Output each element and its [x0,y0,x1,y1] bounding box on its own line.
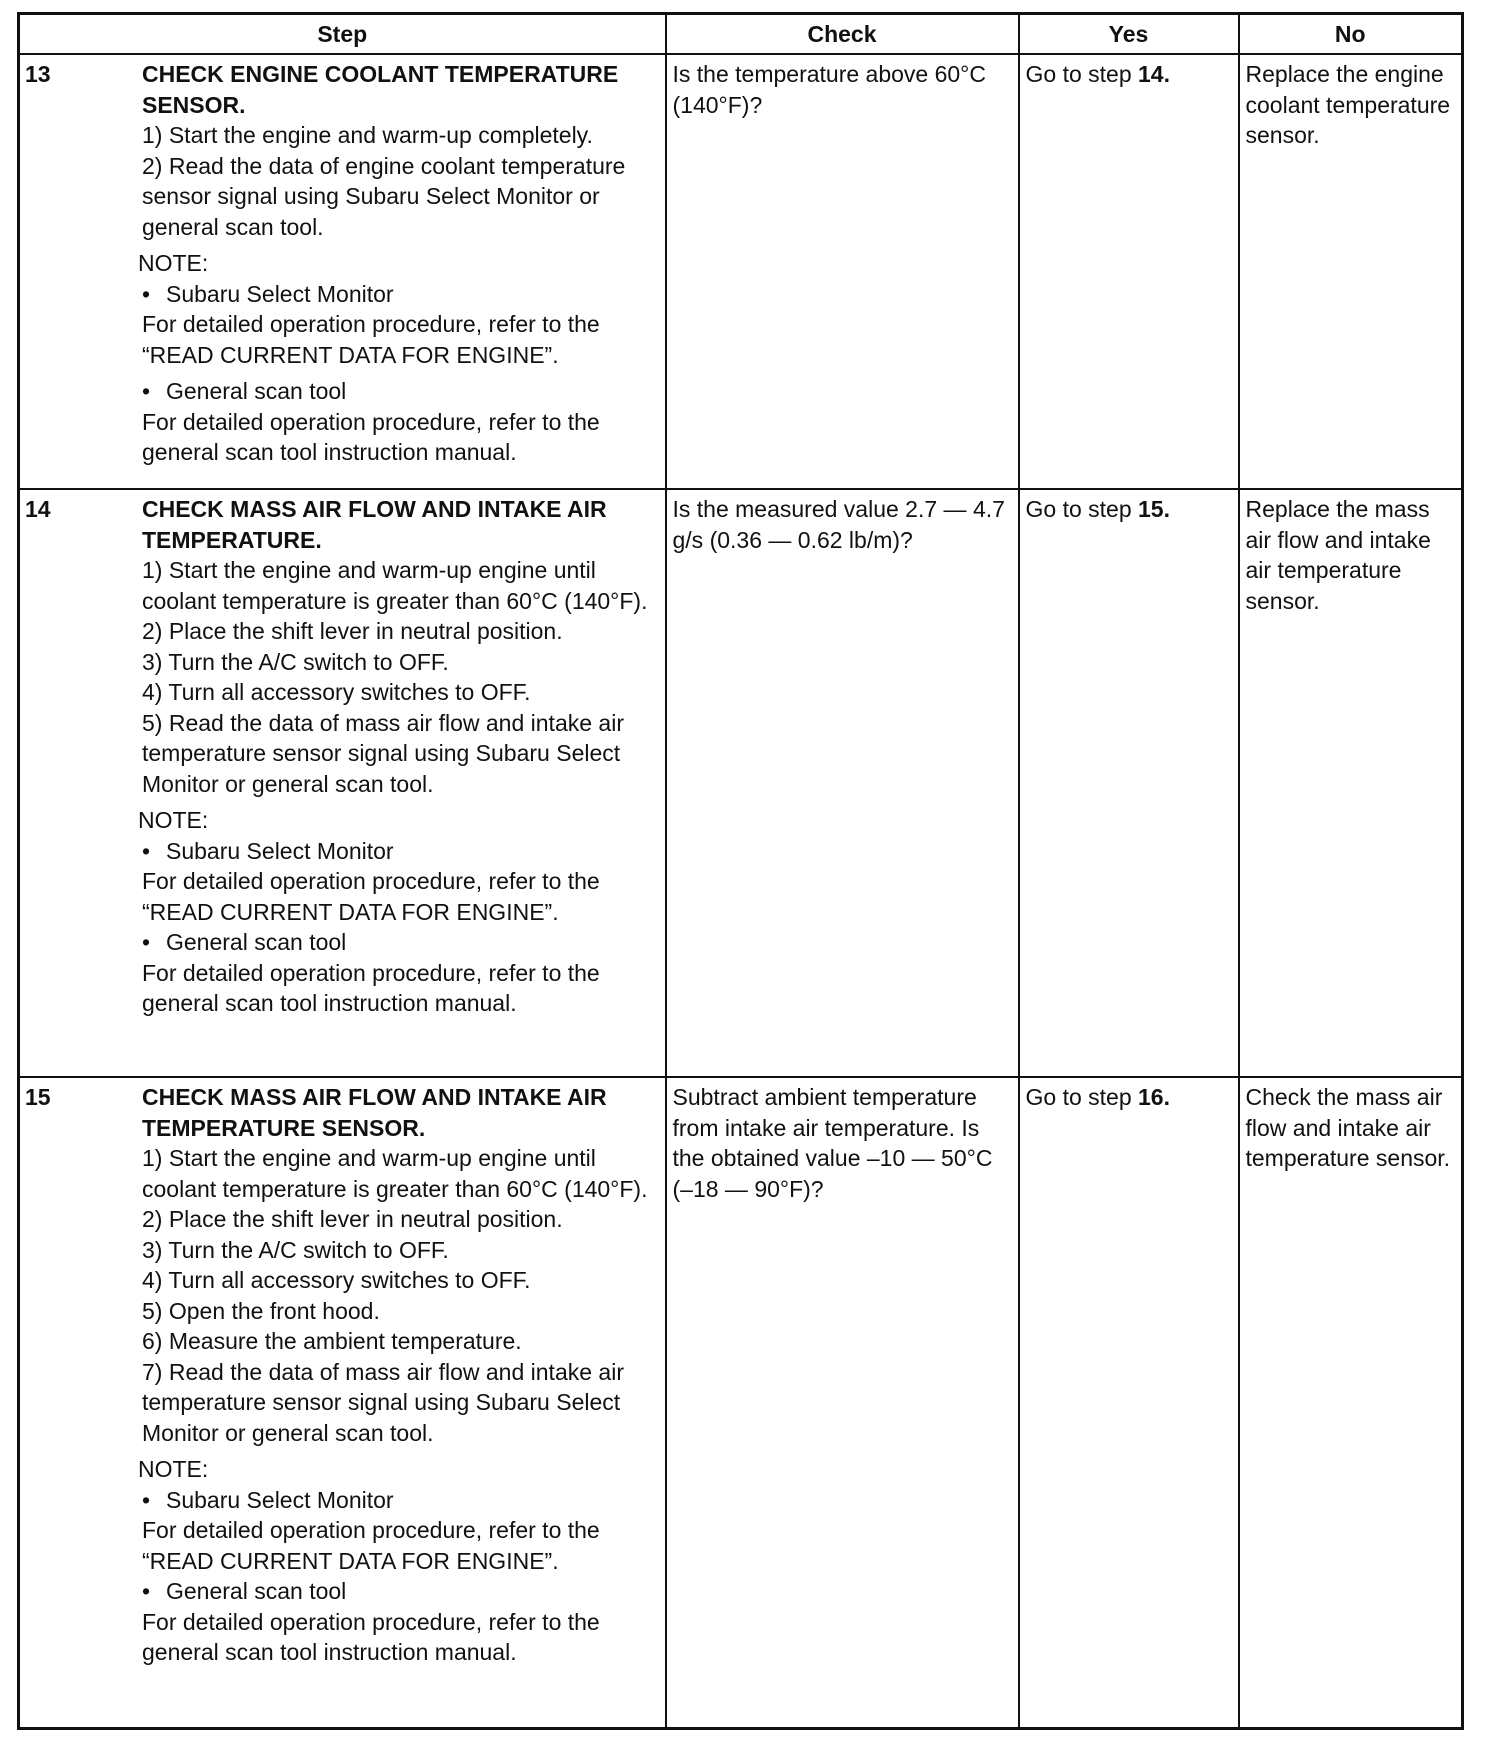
note-bullet: • Subaru Select Monitor [142,836,659,867]
check-cell: Subtract ambient temperature from intake air temperature. Is the obtained value –10 — 50°C (–18 — 90°F)? [666,1077,1019,1729]
step-title: CHECK ENGINE COOLANT TEMPERATURE SENSOR. [142,61,619,118]
note-label: NOTE: [138,807,209,833]
procedure-line: 3) Turn the A/C switch to OFF. [142,1236,449,1263]
note-bullet: • General scan tool [142,376,659,407]
note-bullet: • Subaru Select Monitor [142,1485,659,1516]
step-body [138,1078,665,1668]
procedure-line: 2) Place the shift lever in neutral position. [142,618,563,644]
procedure-line: 6) Measure the ambient temperature. [142,1328,522,1354]
note-bullet: • General scan tool [142,927,659,958]
yes-cell: Go to step 14. [1019,54,1239,489]
table-row [19,489,1463,1077]
header-check: Check [666,14,1019,55]
header-yes: Yes [1019,14,1239,55]
bullet-icon: • [142,280,151,307]
procedure-line: 1) Start the engine and warm-up engine until coolant temperature is greater than 60°C (140°F). [142,1145,648,1202]
note-bullet: • Subaru Select Monitor [142,279,659,310]
procedure-line: 3) Turn the A/C switch to OFF. [142,648,449,675]
table-row [19,1077,1463,1729]
note-block [138,1454,659,1668]
bullet-icon: • [142,837,151,864]
bullet-icon: • [142,1578,151,1604]
no-cell: Replace the mass air flow and intake air temperature sensor. [1239,489,1463,1077]
note-text: For detailed operation procedure, refer to the general scan tool instruction manual. [142,1608,600,1665]
step-number: 14 [25,496,51,522]
note-label: NOTE: [138,1456,209,1482]
note-text: For detailed operation procedure, refer to the general scan tool instruction manual. [142,959,600,1016]
procedure-line: 2) Read the data of engine coolant temperature sensor signal using Subaru Select Monitor or general scan tool. [142,152,626,240]
step-cell [19,1077,666,1729]
step-cell [19,489,666,1077]
step-body [138,490,665,1019]
procedure-line: 7) Read the data of mass air flow and intake air temperature sensor signal using Subaru Select Monitor or general scan tool. [142,1358,624,1446]
procedure-line: 1) Start the engine and warm-up completely. [142,122,593,148]
procedure-line: 1) Start the engine and warm-up engine until coolant temperature is greater than 60°C (140°F). [142,557,648,614]
note-label: NOTE: [138,250,209,276]
header-row [19,14,1463,55]
note-text: For detailed operation procedure, refer to the general scan tool instruction manual. [142,408,600,465]
step-title: CHECK MASS AIR FLOW AND INTAKE AIR TEMPERATURE SENSOR. [142,1084,607,1141]
procedure-line: 5) Read the data of mass air flow and intake air temperature sensor signal using Subaru Select Monitor or general scan tool. [142,709,624,797]
yes-cell: Go to step 15. [1019,489,1239,1077]
header-no: No [1239,14,1463,55]
bullet-icon: • [142,929,151,955]
no-cell: Replace the engine coolant temperature sensor. [1239,54,1463,489]
step-cell [19,54,666,489]
procedure-line: 4) Turn all accessory switches to OFF. [142,1267,531,1293]
no-cell: Check the mass air flow and intake air temperature sensor. [1239,1077,1463,1729]
note-block [138,805,659,1019]
procedure-line: 2) Place the shift lever in neutral position. [142,1206,563,1232]
yes-step-ref: 16. [1138,1084,1170,1110]
yes-step-ref: 15. [1138,496,1170,522]
yes-step-ref: 14. [1138,61,1170,87]
header-step: Step [19,14,666,55]
step-number: 13 [25,61,51,87]
table-row [19,54,1463,489]
procedure-line: 5) Open the front hood. [142,1297,380,1324]
diagnostic-table [17,12,1464,1730]
step-number: 15 [25,1084,51,1110]
note-block [138,248,659,468]
note-text: For detailed operation procedure, refer to the “READ CURRENT DATA FOR ENGINE”. [142,311,600,368]
procedure-line: 4) Turn all accessory switches to OFF. [142,679,531,705]
step-title: CHECK MASS AIR FLOW AND INTAKE AIR TEMPERATURE. [142,496,607,553]
note-bullet: • General scan tool [142,1576,659,1607]
check-cell: Is the temperature above 60°C (140°F)? [666,54,1019,489]
note-text: For detailed operation procedure, refer to the “READ CURRENT DATA FOR ENGINE”. [142,1517,600,1574]
bullet-icon: • [142,378,151,404]
bullet-icon: • [142,1486,151,1513]
yes-cell: Go to step 16. [1019,1077,1239,1729]
note-text: For detailed operation procedure, refer to the “READ CURRENT DATA FOR ENGINE”. [142,868,600,925]
check-cell: Is the measured value 2.7 — 4.7 g/s (0.36 — 0.62 lb/m)? [666,489,1019,1077]
step-body [138,55,665,468]
